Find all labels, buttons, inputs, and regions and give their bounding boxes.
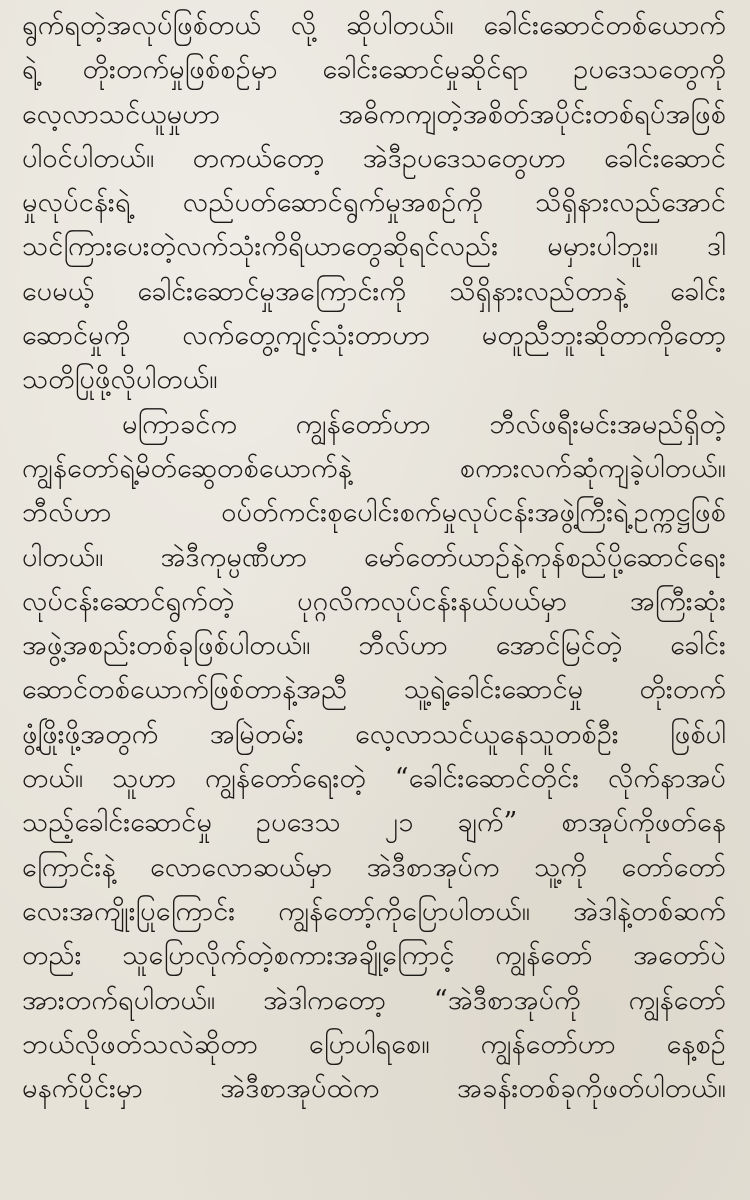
text-line: မနက်ပိုင်းမှာ အဲဒီစာအုပ်ထဲက အခန်းတစ်ခုကိုဖတ်ပါတယ်။ <box>22 1073 726 1105</box>
text-line: ပါတယ်။ အဲဒီကုမ္ပဏီဟာ မော်တော်ယာဉ်နဲ့ကုန်စည်ပို့ဆောင်ရေး <box>22 541 726 573</box>
paragraph-start-line: မကြာခင်က ကျွန်တော်ဟာ ဘီလ်ဖရီးမင်းအမည်ရှိတဲ့ <box>122 408 726 440</box>
text-line: အားတက်ရပါတယ်။ အဲဒါကတော့ “အဲဒီစာအုပ်ကို ကျွန်တော် <box>22 984 726 1016</box>
text-line: သင်ကြားပေးတဲ့လက်သုံးကိရိယာတွေဆိုရင်လည်း မမှားပါဘူး။ ဒါ <box>22 231 726 263</box>
text-line: လေးအကျိုးပြုကြောင်း ကျွန်တော့်ကိုပြောပါတယ်။ အဲဒါနဲ့တစ်ဆက် <box>22 895 726 927</box>
text-line: ဆောင်တစ်ယောက်ဖြစ်တာနဲ့အညီ သူ့ရဲ့ခေါင်းဆောင်မှု တိုးတက် <box>22 674 726 706</box>
paragraph-end-line: သတိပြုဖို့လိုပါတယ်။ <box>22 364 218 396</box>
text-line: မှုလုပ်ငန်းရဲ့ လည်ပတ်ဆောင်ရွက်မှုအစဉ်ကို သိရှိနားလည်အောင် <box>22 187 726 219</box>
text-line: လုပ်ငန်းဆောင်ရွက်တဲ့ ပုဂ္ဂလိကလုပ်ငန်းနယ်ပယ်မှာ အကြီးဆုံး <box>22 585 726 617</box>
text-line: သည့်ခေါင်းဆောင်မှု ဥပဒေသ ၂၁ ချက်” စာအုပ်ကိုဖတ်နေ <box>22 807 726 839</box>
text-line: ကြောင်းနဲ့ လောလောဆယ်မှာ အဲဒီစာအုပ်က သူ့ကို တော်တော် <box>22 851 726 883</box>
text-line: တယ်။ သူဟာ ကျွန်တော်ရေးတဲ့ “ခေါင်းဆောင်တိုင်း လိုက်နာအပ် <box>22 763 726 795</box>
text-line: ပေမယ့် ခေါင်းဆောင်မှုအကြောင်းကို သိရှိနားလည်တာနဲ့ ခေါင်း <box>22 275 726 307</box>
text-line: ဘီလ်ဟာ ဝပ်တ်ကင်းစုပေါင်းစက်မှုလုပ်ငန်းအဖွဲ့ကြီးရဲ့ဥက္ကဋ္ဌဖြစ် <box>22 497 726 529</box>
text-line: လေ့လာသင်ယူမှုဟာ အဓိကကျတဲ့အစိတ်အပိုင်းတစ်ရပ်အဖြစ် <box>22 98 726 130</box>
text-line: ဖွံ့ဖြိုးဖို့အတွက် အမြဲတမ်း လေ့လာသင်ယူနေသူတစ်ဦး ဖြစ်ပါ <box>22 718 726 750</box>
text-line: အဖွဲ့အစည်းတစ်ခုဖြစ်ပါတယ်။ ဘီလ်ဟာ အောင်မြင်တဲ့ ခေါင်း <box>22 630 726 662</box>
text-line: ရွက်ရတဲ့အလုပ်ဖြစ်တယ် လို့ ဆိုပါတယ်။ ခေါင်းဆောင်တစ်ယောက် <box>22 10 726 41</box>
text-line: တည်း သူပြောလိုက်တဲ့စကားအချို့ကြောင့် ကျွန်တော် အတော်ပဲ <box>22 940 726 972</box>
text-line: ရဲ့ တိုးတက်မှုဖြစ်စဉ်မှာ ခေါင်းဆောင်မှုဆိုင်ရာ ဥပဒေသတွေကို <box>22 54 726 86</box>
text-line: ကျွန်တော်ရဲ့မိတ်ဆွေတစ်ယောက်နဲ့ စကားလက်ဆုံကျခဲ့ပါတယ်။ <box>22 452 726 484</box>
text-line: ပါဝင်ပါတယ်။ တကယ်တော့ အဲဒီဥပဒေသတွေဟာ ခေါင်းဆောင် <box>22 142 726 174</box>
text-line: ဘယ်လိုဖတ်သလဲဆိုတာ ပြောပါရစေ။ ကျွန်တော်ဟာ နေ့စဉ် <box>22 1028 726 1060</box>
text-line: ဆောင်မှုကို လက်တွေ့ကျင့်သုံးတာဟာ မတူညီဘူးဆိုတာကိုတော့ <box>22 320 726 352</box>
